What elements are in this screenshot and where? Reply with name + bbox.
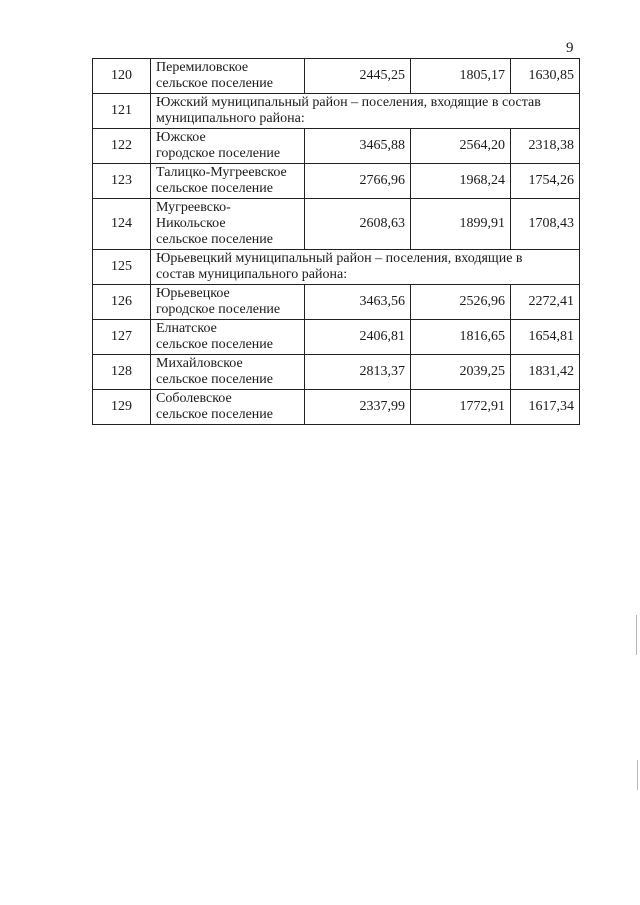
value-1-cell: 2406,81 xyxy=(305,320,411,355)
section-heading-line: Юрьевецкий муниципальный район – поселения, входящие в xyxy=(156,251,523,266)
table-row xyxy=(93,390,580,425)
value-3-cell: 1708,43 xyxy=(511,199,580,250)
section-heading-line: Южский муниципальный район – поселения, входящие в состав xyxy=(156,95,541,110)
table-row xyxy=(93,285,580,320)
row-number-cell: 123 xyxy=(93,164,151,199)
value-1-cell: 2766,96 xyxy=(305,164,411,199)
table-row xyxy=(93,59,580,94)
value-1-cell: 3465,88 xyxy=(305,129,411,164)
table-body xyxy=(93,59,580,425)
settlement-name-cell xyxy=(151,164,305,199)
settlement-name-line: сельское поселение xyxy=(156,232,273,247)
value-1-cell: 2813,37 xyxy=(305,355,411,390)
row-number-cell: 127 xyxy=(93,320,151,355)
table-row xyxy=(93,199,580,250)
page-number: 9 xyxy=(566,40,574,56)
settlement-name-cell xyxy=(151,59,305,94)
settlement-name-line: сельское поселение xyxy=(156,181,273,196)
settlement-name-line: Мугреевско- xyxy=(156,200,231,215)
scan-artifact xyxy=(637,760,638,790)
scan-artifact xyxy=(636,615,637,655)
value-3-cell: 2318,38 xyxy=(511,129,580,164)
value-2-cell: 1899,91 xyxy=(411,199,511,250)
table-row xyxy=(93,355,580,390)
settlement-name-line: Никольское xyxy=(156,216,226,231)
row-number-cell: 125 xyxy=(93,250,151,285)
settlement-name-line: Елнатское xyxy=(156,321,217,336)
value-2-cell: 2564,20 xyxy=(411,129,511,164)
section-heading-cell xyxy=(151,250,580,285)
settlement-name-cell xyxy=(151,199,305,250)
table-row xyxy=(93,164,580,199)
section-heading-line: состав муниципального района: xyxy=(156,267,348,282)
value-3-cell: 1754,26 xyxy=(511,164,580,199)
section-row xyxy=(93,250,580,285)
value-2-cell: 1772,91 xyxy=(411,390,511,425)
value-3-cell: 1617,34 xyxy=(511,390,580,425)
value-1-cell: 2608,63 xyxy=(305,199,411,250)
settlement-name-cell xyxy=(151,390,305,425)
table-row xyxy=(93,129,580,164)
row-number-cell: 128 xyxy=(93,355,151,390)
value-1-cell: 3463,56 xyxy=(305,285,411,320)
value-3-cell: 1630,85 xyxy=(511,59,580,94)
section-heading-line: муниципального района: xyxy=(156,111,305,126)
settlement-name-line: Соболевское xyxy=(156,391,232,406)
value-3-cell: 1654,81 xyxy=(511,320,580,355)
value-2-cell: 1816,65 xyxy=(411,320,511,355)
settlement-name-line: Михайловское xyxy=(156,356,243,371)
row-number-cell: 121 xyxy=(93,94,151,129)
settlement-name-line: сельское поселение xyxy=(156,76,273,91)
value-3-cell: 1831,42 xyxy=(511,355,580,390)
row-number-cell: 124 xyxy=(93,199,151,250)
settlement-name-cell xyxy=(151,129,305,164)
section-row xyxy=(93,94,580,129)
settlement-name-line: сельское поселение xyxy=(156,407,273,422)
settlement-name-cell xyxy=(151,320,305,355)
data-table xyxy=(92,58,580,425)
settlement-name-line: сельское поселение xyxy=(156,337,273,352)
settlement-name-line: сельское поселение xyxy=(156,372,273,387)
value-1-cell: 2445,25 xyxy=(305,59,411,94)
section-heading-cell xyxy=(151,94,580,129)
value-3-cell: 2272,41 xyxy=(511,285,580,320)
value-1-cell: 2337,99 xyxy=(305,390,411,425)
settlement-name-line: Перемиловское xyxy=(156,60,249,75)
settlement-name-cell xyxy=(151,285,305,320)
row-number-cell: 120 xyxy=(93,59,151,94)
settlement-name-line: Юрьевецкое xyxy=(156,286,230,301)
settlement-name-line: Талицко-Мугреевское xyxy=(156,165,287,180)
value-2-cell: 1805,17 xyxy=(411,59,511,94)
settlement-name-cell xyxy=(151,355,305,390)
row-number-cell: 122 xyxy=(93,129,151,164)
settlement-name-line: Южское xyxy=(156,130,206,145)
row-number-cell: 126 xyxy=(93,285,151,320)
row-number-cell: 129 xyxy=(93,390,151,425)
settlement-name-line: городское поселение xyxy=(156,302,281,317)
value-2-cell: 2039,25 xyxy=(411,355,511,390)
value-2-cell: 2526,96 xyxy=(411,285,511,320)
settlement-name-line: городское поселение xyxy=(156,146,281,161)
table-row xyxy=(93,320,580,355)
value-2-cell: 1968,24 xyxy=(411,164,511,199)
